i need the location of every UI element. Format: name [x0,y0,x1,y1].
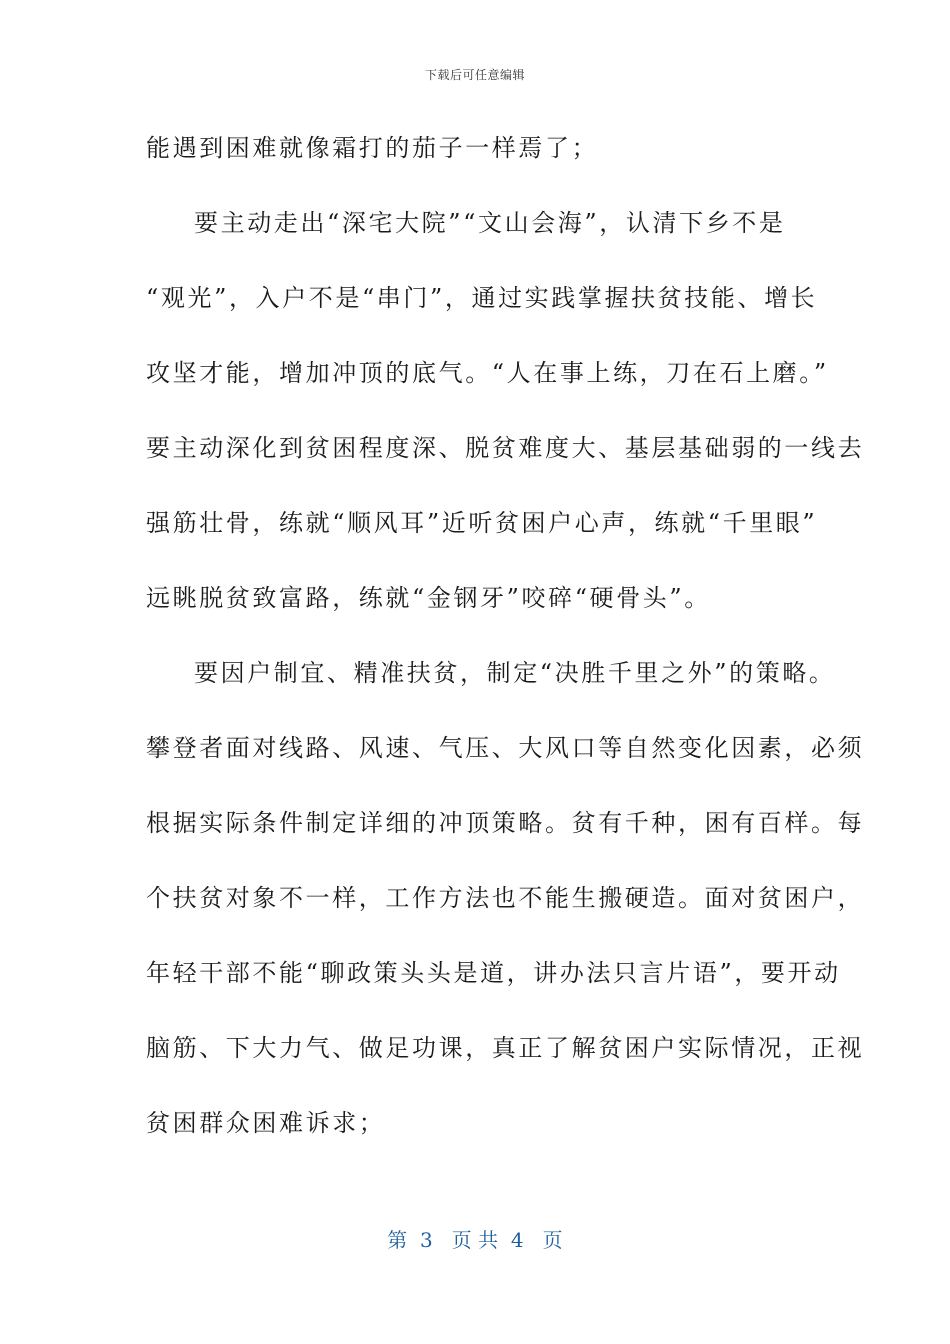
paragraph-line: 要因户制宜、精准扶贫，制定“决胜千里之外”的策略。 [194,659,836,687]
paragraph-line: 根据实际条件制定详细的冲顶策略。贫有千种，困有百样。每 [146,809,865,837]
paragraph-line: 远眺脱贫致富路，练就“金钢牙”咬碎“硬骨头”。 [146,584,711,612]
paragraph-line: 个扶贫对象不一样，工作方法也不能生搬硬造。面对贫困户， [146,884,865,912]
paragraph-line: 脑筋、下大力气、做足功课，真正了解贫困户实际情况，正视 [146,1034,865,1062]
paragraph-line: 攀登者面对线路、风速、气压、大风口等自然变化因素，必须 [146,734,865,762]
paragraph-line: 贫困群众困难诉求； [146,1109,386,1137]
page-header: 下载后可任意编辑 [424,68,525,82]
paragraph-line: 要主动走出“深宅大院”“文山会海”，认清下乡不是 [194,209,786,237]
paragraph-line: 强筋壮骨，练就“顺风耳”近听贫困户心声，练就“千里眼” [146,509,818,537]
paragraph-line: 要主动深化到贫困程度深、脱贫难度大、基层基础弱的一线去 [146,434,865,462]
paragraph-line: 能遇到困难就像霜打的茄子一样焉了； [146,134,599,162]
paragraph-line: 攻坚才能，增加冲顶的底气。“人在事上练，刀在石上磨。” [146,359,829,387]
paragraph-line: 年轻干部不能“聊政策头头是道，讲办法只言片语”，要开动 [146,959,841,987]
document-body [146,120,865,1170]
page-number-footer: 第 3 页 共 4 页 [387,1228,563,1252]
paragraph-line: “观光”，入户不是“串门”，通过实践掌握扶贫技能、增长 [146,284,818,312]
